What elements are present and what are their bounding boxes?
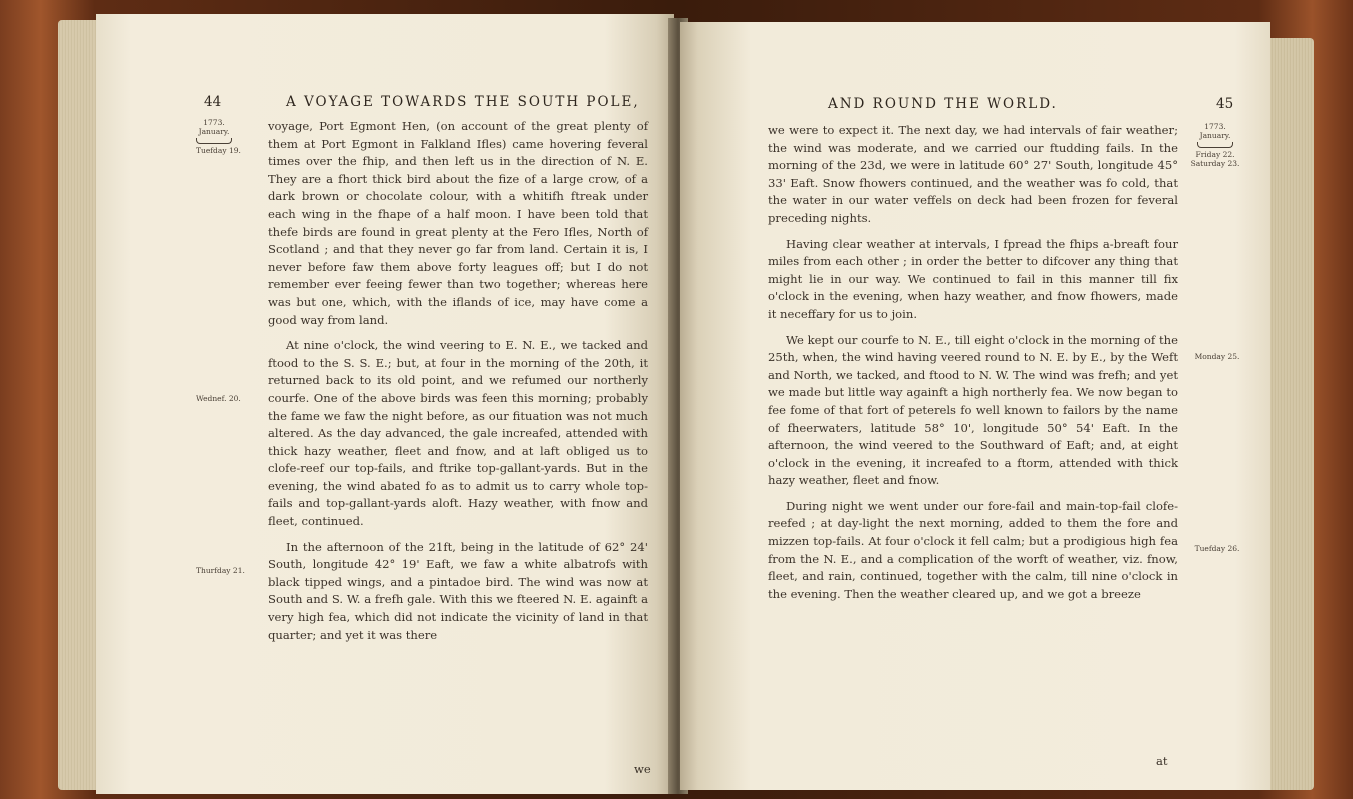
paragraph: In the afternoon of the 21ft, being in the latitude of 62° 24' South, longitude 42° 19' Eaft, we faw a white albatrofs with black tipped wings, and a pintadoe bird. The wind was now at South and S. W. a frefh gale. With this we fteered N. E. againft a very high fea, which did not indicate the vicinity of land in that quarter; and yet it was there bbox=[268, 539, 648, 642]
right-body-text bbox=[768, 122, 1178, 603]
paragraph: voyage, Port Egmont Hen, (on account of the great plenty of them at Port Egmont in Falkland Ifles) came hovering feveral times over the fhip, and then left us in the direction of N. E. They are a fhort thick bird about the fize of a large crow, of a dark brown or chocolate colour, with a whitifh ftreak under each wing in the fhape of a half moon. I have been told that thefe birds are found in great plenty at the Fero Ifles, North of Scotland ; and that they never go far from land. Certain it is, I never before faw them above forty leagues off; but I do not remember ever feeing fewer than two together; whereas here was but one, which, with the iflands of ice, may have come a good way from land. bbox=[268, 119, 648, 327]
catchword: we bbox=[634, 762, 651, 776]
right-page-number: 45 bbox=[1216, 96, 1234, 112]
right-running-head: AND ROUND THE WORLD. bbox=[828, 96, 1058, 112]
margin-note-date: Monday 25. bbox=[1194, 352, 1240, 361]
left-running-head: A VOYAGE TOWARDS THE SOUTH POLE, bbox=[286, 94, 640, 110]
catchword: at bbox=[1156, 754, 1168, 768]
paragraph: We kept our courfe to N. E., till eight o'clock in the morning of the 25th, when, the wind having veered round to N. E. by E., by the Weft and North, we tacked, and ftood to N. W. The wind was frefh; and yet we made but little way againft a high northerly fea. We now began to fee fome of that fort of peterels fo well known to failors by the name of fheerwaters, latitude 58° 10', longitude 50° 54' Eaft. In the afternoon, the wind veered to the Southward of Eaft; and, at eight o'clock in the evening, it increafed to a ftorm, attended with thick hazy weather, fleet and fnow. bbox=[768, 332, 1178, 488]
paragraph: At nine o'clock, the wind veering to E. N. E., we tacked and ftood to the S. S. E.; but, at four in the morning of the 20th, it returned back to its old point, and we refumed our northerly courfe. One of the above birds was feen this morning; probably the fame we faw the night before, as our fituation was not much altered. As the day advanced, the gale increafed, attended with thick hazy weather, fleet and fnow, and at laft obliged us to clofe-reef our top-fails, and ftrike top-gallant-yards. But in the evening, the wind abated fo as to admit us to carry whole top-fails and top-gallant-yards aloft. Hazy weather, with fnow and fleet, continued. bbox=[268, 338, 648, 529]
margin-note-date: 1773. January. Friday 22. Saturday 23. bbox=[1190, 122, 1240, 168]
margin-note-date: 1773. January. Tuefday 19. bbox=[196, 118, 241, 155]
paragraph: we were to expect it. The next day, we had intervals of fair weather; the wind was moderate, and we carried our ftudding fails. In the morning of the 23d, we were in latitude 60° 27' South, longitude 45° 33' Eaft. Snow fhowers continued, and the weather was fo cold, that the water in our water veffels on deck had been frozen for feveral preceding nights. bbox=[768, 123, 1178, 225]
left-page-number: 44 bbox=[204, 94, 222, 110]
right-page bbox=[680, 22, 1270, 790]
margin-note-date: Thurfday 21. bbox=[196, 566, 245, 575]
paragraph: Having clear weather at intervals, I fpread the fhips a-breaft four miles from each other ; in order the better to difcover any thing that might lie in our way. We continued to fail in this manner till fix o'clock in the evening, when hazy weather, and fnow fhowers, made it neceffary for us to join. bbox=[768, 236, 1178, 321]
margin-note-date: Wednef. 20. bbox=[196, 394, 241, 403]
paragraph: During night we went under our fore-fail and main-top-fail clofe-reefed ; at day-light the next morning, added to them the fore and mizzen top-fails. At four o'clock it fell calm; but a prodigious high fea from the N. E., and a complication of the worft of weather, viz. fnow, fleet, and rain, continued, together with the calm, till nine o'clock in the evening. Then the weather cleared up, and we got a breeze bbox=[768, 498, 1178, 601]
left-page bbox=[96, 14, 674, 794]
left-body-text bbox=[268, 118, 648, 644]
margin-note-date: Tuefday 26. bbox=[1194, 544, 1240, 553]
